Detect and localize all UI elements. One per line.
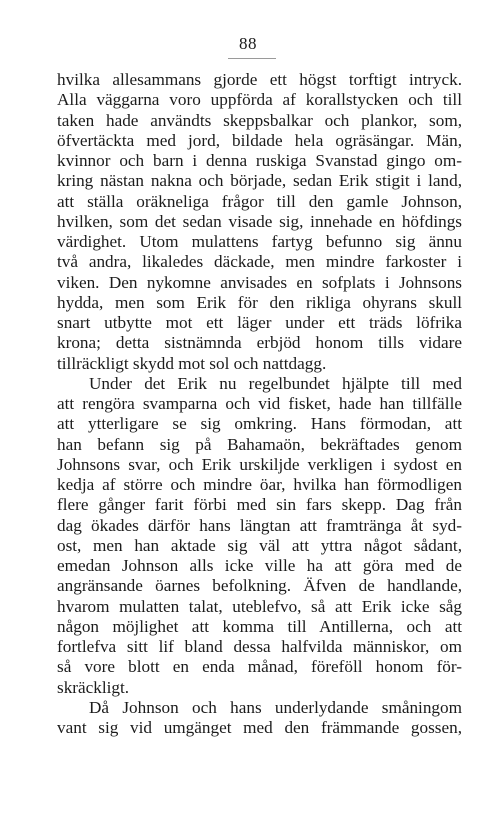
header-rule [228,58,276,59]
text-line: skräckligt. [57,677,130,697]
text-line: Johnsons svar, och Erik urskiljde verkligen i sydost en [57,454,462,474]
text-line: hvarom mulatten talat, uteblefvo, så att Erik icke såg [57,596,462,616]
page-number: 88 [239,34,257,53]
text-line: kedja af större och mindre öar, hvilka han förmodligen [57,475,462,494]
text-line: tillräckligt skydd mot sol och nattdagg. [57,353,327,373]
text-line: värdighet. Utom mulattens fartyg befunno sig ännu [57,232,462,251]
text-line: öfvertäckta med jord, bildade hela ogräsängar. Män, [57,130,462,150]
text-line: angränsande öarnes befolkning. Äfven de handlande, [57,576,462,596]
text-line: krona; detta sistnämnda erbjöd honom tills vidare [57,333,462,353]
text-line: dag ökades därför hans längtan att framtränga åt syd- [57,515,462,535]
text-line: att rengöra svamparna och vid fisket, hade han tillfälle [57,394,462,413]
paragraph-3 [57,698,462,739]
text-line: fortlefva sitt lif bland dessa halfvilda människor, om [57,637,462,656]
text-line: två andra, likaledes däckade, men mindre farkoster i [57,252,462,272]
text-line: hydda, men som Erik för den rikliga ohyrans skull [57,292,462,312]
text-line: han befann sig på Bahamaön, bekräftades genom [57,434,462,454]
text-line: ost, men han aktade sig väl att yttra något sådant, [57,535,462,555]
text-line: hvilka allesammans gjorde ett högst torftigt intryck. [57,70,462,89]
text-line: viken. Den nykomne anvisades en sofplats i Johnsons [57,272,462,292]
text-line: Alla väggarna voro uppförda af korallstycken och till [57,90,462,110]
text-line: så vore blott en enda månad, föreföll honom för- [57,657,462,677]
text-line: vant sig vid umgänget med den främmande gossen, [57,718,462,737]
text-line: Under det Erik nu regelbundet hjälpte till med [89,373,462,393]
text-line: att ytterligare se sig omkring. Hans förmodan, att [57,414,462,434]
text-line: taken hade användts skeppsbalkar och plankor, som, [57,110,462,130]
paragraph-2 [57,374,462,698]
text-line: emedan Johnson alls icke ville ha att göra med de [57,556,462,575]
text-line: snart utbytte mot ett läger under ett träds löfrika [57,313,462,332]
text-line: kvinnor och barn i denna ruskiga Svanstad gingo om- [57,151,462,170]
text-line: flere gånger farit förbi med sin fars skepp. Dag från [57,495,462,515]
text-line: någon möjlighet att komma till Antillerna, och att [57,616,462,636]
text-line: Då Johnson och hans underlydande småningom [89,697,462,717]
text-line: att ställa oräkneliga frågor till den gamle Johnson, [57,191,462,211]
body-text [57,70,462,738]
text-line: hvilken, som det sedan visade sig, innehade en höfdings [57,211,462,231]
text-line: kring nästan nakna och började, sedan Erik stigit i land, [57,171,462,191]
paragraph-1 [57,70,462,374]
